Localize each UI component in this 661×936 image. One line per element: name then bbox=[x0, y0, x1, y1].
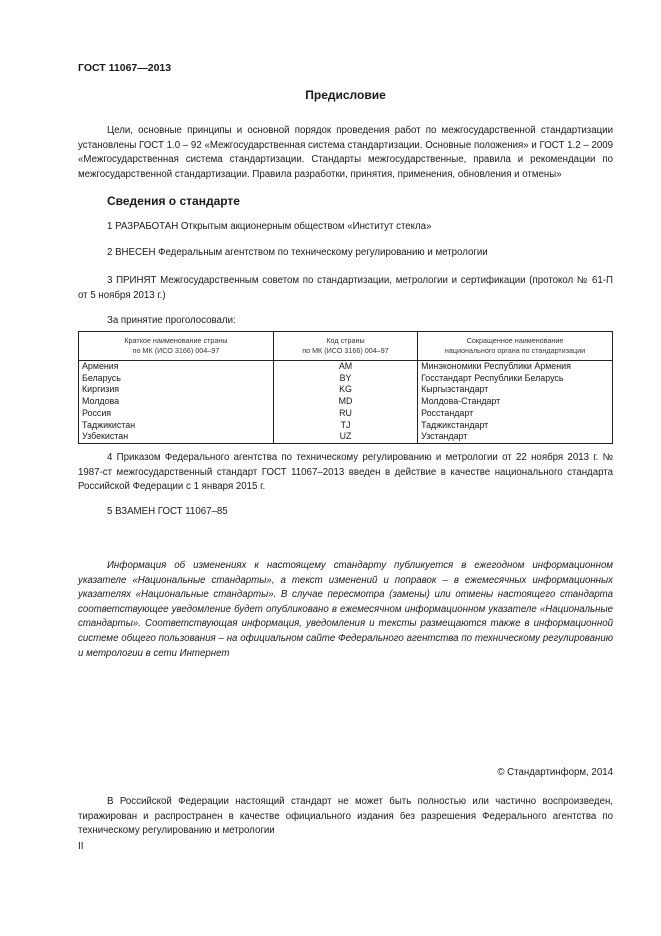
code-cell: BY bbox=[273, 373, 417, 385]
body-cell: Таджикстандарт bbox=[418, 420, 613, 432]
info-item-2: 2 ВНЕСЕН Федеральным агентством по техническому регулированию и метрологии bbox=[107, 247, 488, 258]
table-row bbox=[79, 396, 613, 408]
code-cell: MD bbox=[273, 396, 417, 408]
country-cell: Молдова bbox=[79, 396, 274, 408]
country-cell: Армения bbox=[79, 361, 274, 373]
table-row bbox=[79, 373, 613, 385]
code-cell: RU bbox=[273, 408, 417, 420]
voted-label: За принятие проголосовали: bbox=[107, 315, 236, 326]
info-title: Сведения о стандарте bbox=[107, 194, 240, 208]
body-cell: Минэкономики Республики Армения bbox=[418, 361, 613, 373]
code-cell: AM bbox=[273, 361, 417, 373]
legal-notice: В Российской Федерации настоящий стандарт не может быть полностью или частично воспроизведен, тиражирован и распространен в качестве официального издания без разрешения Федерального агентства по техническому регулированию и метрологии bbox=[78, 796, 613, 837]
info-item-5: 5 ВЗАМЕН ГОСТ 11067–85 bbox=[107, 506, 228, 517]
country-cell: Россия bbox=[79, 408, 274, 420]
country-cell: Беларусь bbox=[79, 373, 274, 385]
header-country: Краткое наименование страны по МК (ИСО 3166) 004–97 bbox=[79, 332, 274, 361]
voting-table bbox=[78, 331, 613, 444]
changes-notice: Информация об изменениях к настоящему стандарту публикуется в ежегодном информационном указателе «Национальные стандарты», а текст изменений и поправок – в ежемесячных информационных указателях «Национальные стандарты». В случае пересмотра (замены) или отмены настоящего стандарта соответствующее уведомление будет опубликовано в ежемесячном информационном указателе «Национальные стандарты». Соответствующая информация, уведомления и тексты размещаются также в информационной системе общего пользования – на официальном сайте Федерального агентства по техническому регулированию и метрологии в сети Интернет bbox=[78, 560, 613, 659]
country-cell: Узбекистан bbox=[79, 431, 274, 443]
header-code: Код страны по МК (ИСО 3166) 004–97 bbox=[273, 332, 417, 361]
code-cell: TJ bbox=[273, 420, 417, 432]
body-cell: Молдова-Стандарт bbox=[418, 396, 613, 408]
body-cell: Кыргызстандарт bbox=[418, 384, 613, 396]
header-body: Сокращенное наименование национального органа по стандартизации bbox=[418, 332, 613, 361]
table-row bbox=[79, 384, 613, 396]
table-header-row bbox=[79, 332, 613, 361]
country-cell: Таджикистан bbox=[79, 420, 274, 432]
info-item-3: 3 ПРИНЯТ Межгосударственным советом по стандартизации, метрологии и сертификации (протокол № 61-П от 5 ноября 2013 г.) bbox=[78, 275, 613, 301]
code-cell: KG bbox=[273, 384, 417, 396]
body-cell: Росстандарт bbox=[418, 408, 613, 420]
info-item-1: 1 РАЗРАБОТАН Открытым акционерным обществом «Институт стекла» bbox=[107, 221, 432, 232]
table-row bbox=[79, 408, 613, 420]
country-cell: Киргизия bbox=[79, 384, 274, 396]
body-cell: Узстандарт bbox=[418, 431, 613, 443]
table-row bbox=[79, 361, 613, 373]
info-item-4: 4 Приказом Федерального агентства по техническому регулированию и метрологии от 22 ноября 2013 г. № 1987-ст межгосударственный стандарт ГОСТ 11067–2013 введен в действие в качестве национального стандарта Российской Федерации с 1 января 2015 г. bbox=[78, 452, 613, 493]
page-number: II bbox=[78, 841, 84, 852]
body-cell: Госстандарт Республики Беларусь bbox=[418, 373, 613, 385]
doc-code-header: ГОСТ 11067—2013 bbox=[78, 62, 172, 74]
foreword-text: Цели, основные принципы и основной порядок проведения работ по межгосударственной стандартизации установлены ГОСТ 1.0 – 92 «Межгосударственная система стандартизации. Основные положения» и ГОСТ 1.2 – 2009 «Межгосударственная система стандартизации. Стандарты межгосударственные, правила и рекомендации по межгосударственной стандартизации. Правила разработки, принятия, применения, обновления и отмены» bbox=[78, 125, 613, 180]
foreword-title: Предисловие bbox=[305, 88, 386, 102]
copyright: © Стандартинформ, 2014 bbox=[497, 767, 613, 778]
code-cell: UZ bbox=[273, 431, 417, 443]
table-row bbox=[79, 431, 613, 443]
table-row bbox=[79, 420, 613, 432]
